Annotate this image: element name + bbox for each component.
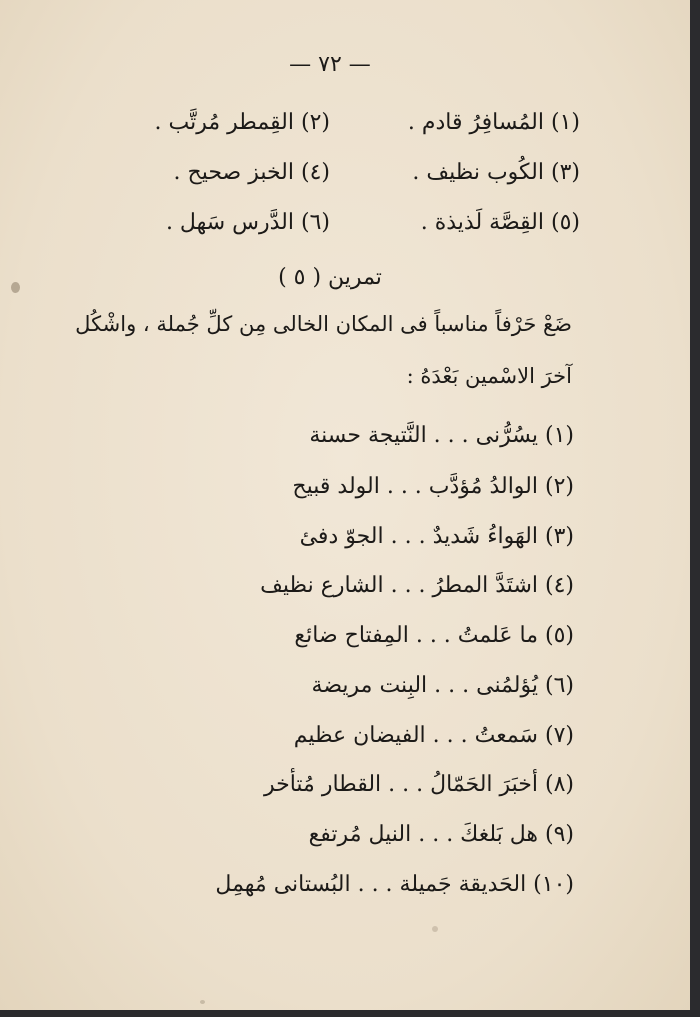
- exercise-item-6: (٦) يُؤلمُنى . . . البِنت مريضة: [311, 673, 574, 698]
- exercise-title: تمرين ( ٥ ): [278, 265, 382, 290]
- exercise-item-1: (١) يسُرُّنى . . . النَّتيجة حسنة: [309, 423, 574, 448]
- exercise-item-8: (٨) أخبَرَ الحَمّالُ . . . القطار مُتأخر: [263, 772, 574, 797]
- sentence-1: (١) المُسافِرُ قادم .: [407, 110, 580, 135]
- sentence-2: (٢) القِمطر مُرتَّب .: [154, 110, 330, 135]
- exercise-item-4: (٤) اشتَدَّ المطرُ . . . الشارع نظيف: [260, 573, 574, 598]
- exercise-item-7: (٧) سَمعتُ . . . الفيضان عظيم: [293, 723, 574, 748]
- sentence-6: (٦) الدَّرس سَهل .: [165, 210, 330, 235]
- page-number: — ٧٢ —: [289, 52, 371, 77]
- exercise-item-2: (٢) الوالدُ مُؤدَّب . . . الولد قبيح: [292, 474, 574, 499]
- exercise-item-10: (١٠) الحَديقة جَميلة . . . البُستانى مُهمِل: [215, 872, 574, 897]
- book-bottom-edge: [0, 1010, 700, 1017]
- instruction-line-2: آخرَ الاسْمين بَعْدَهُ :: [406, 364, 572, 388]
- book-gutter: [690, 0, 700, 1017]
- exercise-item-3: (٣) الهَواءُ شَديدٌ . . . الجوّ دفئ: [299, 524, 574, 549]
- instruction-line-1: ضَعْ حَرْفاً مناسباً فى المكان الخالى مِن كلِّ جُملة ، واشْكُل: [75, 312, 572, 336]
- paper-stain: [432, 926, 438, 932]
- paper-stain: [200, 1000, 205, 1004]
- sentence-4: (٤) الخبز صحيح .: [173, 160, 330, 185]
- exercise-item-9: (٩) هل بَلغكَ . . . النيل مُرتفع: [308, 822, 574, 847]
- exercise-item-5: (٥) ما عَلمتُ . . . المِفتاح ضائع: [294, 623, 574, 648]
- sentence-5: (٥) القِصَّة لَذيذة .: [420, 210, 580, 235]
- sentence-3: (٣) الكُوب نظيف .: [412, 160, 580, 185]
